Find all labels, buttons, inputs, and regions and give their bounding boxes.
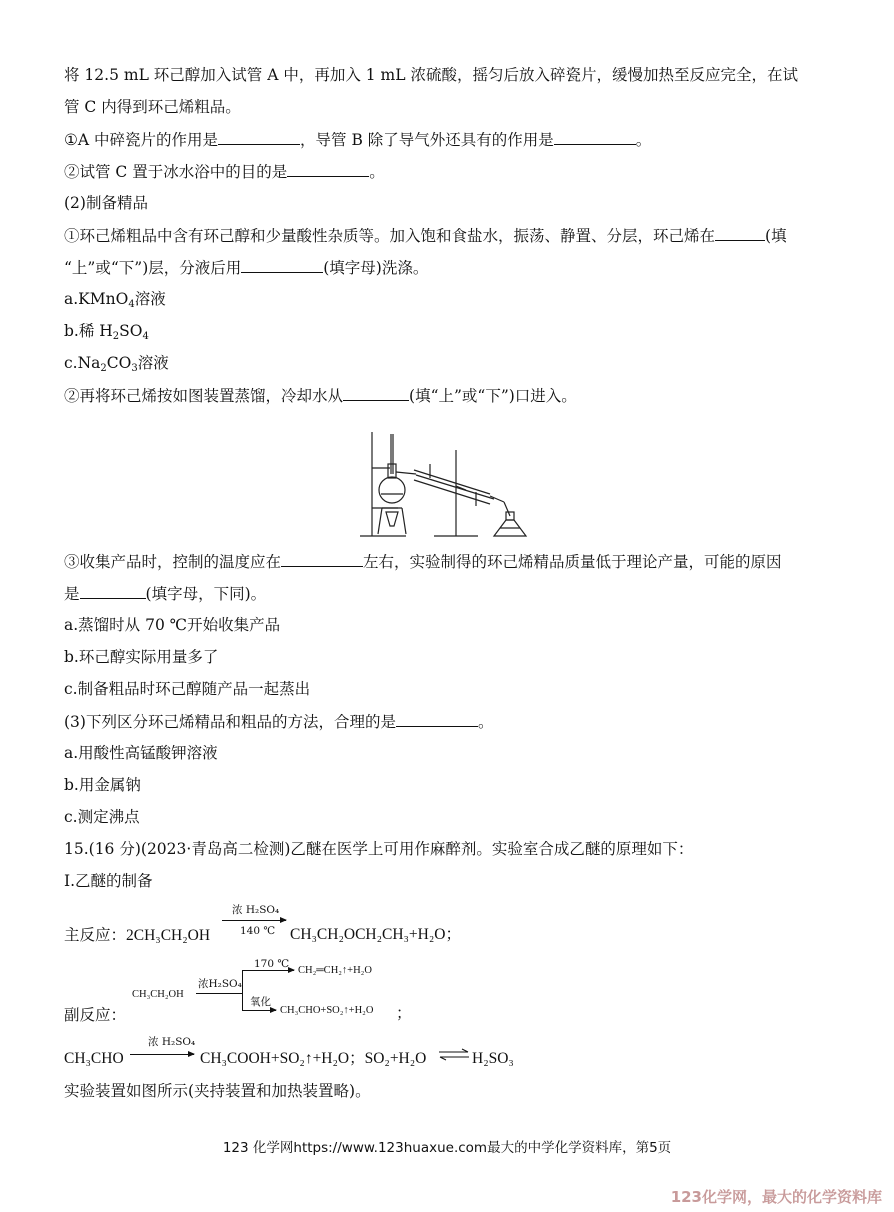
answer-blank[interactable] <box>715 224 765 241</box>
main-reaction-condition-bottom: 140 ℃ <box>240 925 276 937</box>
option-b: b.环己醇实际用量多了 <box>64 648 219 666</box>
answer-blank[interactable] <box>343 384 409 401</box>
main-reaction-label: 主反应：2CH₃CH₂OH <box>64 926 211 944</box>
option-b: b.稀 $H_2SO_4$ <box>64 322 149 342</box>
option-a: a.蒸馏时从 70 ℃开始收集产品 <box>64 616 281 634</box>
question-2-2: ②再将环己烯按如图装置蒸馏，冷却水从 (填“上”或“下”)口进入。 <box>64 384 577 407</box>
option-c: c.制备粗品时环己醇随产品一起蒸出 <box>64 680 311 698</box>
question-2-1: ①环己烯粗品中含有环己醇和少量酸性杂质等。加入饱和食盐水，振荡、静置、分层，环己烯在 (填 <box>64 224 787 247</box>
side-reaction-condition: 浓H₂SO₄ <box>198 978 242 990</box>
option-c: $c.Na_2CO_3$溶液 <box>64 354 169 374</box>
text-line: “上”或“下”)层，分液后用 (填字母)洗涤。 <box>64 256 428 279</box>
watermark: 123化学网，最大的化学资料库 <box>670 1188 882 1206</box>
side-branch-2-product: CH₃CHO+SO₂↑+H₂O <box>280 1005 374 1016</box>
side-branch-2-condition: 氧化 <box>250 996 271 1008</box>
reaction-arrow <box>130 1054 194 1055</box>
text-line: 将 12.5 mL 环己醇加入试管 A 中，再加入 1 mL 浓硫酸，摇匀后放入碎瓷片，缓慢加热至反应完全，在试 <box>64 66 798 84</box>
branch-line <box>242 970 243 1010</box>
question-15-stem: 15.(16 分)(2023·青岛高二检测)乙醚在医学上可用作麻醉剂。实验室合成乙醚的原理如下： <box>64 840 694 858</box>
answer-blank[interactable] <box>396 710 478 727</box>
main-reaction-condition-top: 浓 H₂SO₄ <box>232 904 280 916</box>
equilibrium-arrow-icon <box>438 1048 470 1062</box>
third-reaction-reactant: CH₃CHO <box>64 1050 124 1067</box>
answer-blank[interactable] <box>281 550 363 567</box>
text-line: 实验装置如图所示(夹持装置和加热装置略)。 <box>64 1082 371 1100</box>
side-reaction-end: ； <box>396 1004 412 1022</box>
option-b: b.用金属钠 <box>64 776 141 794</box>
main-reaction-product: CH₃CH₂OCH₂CH₃+H₂O； <box>290 926 461 943</box>
option-c: c.测定沸点 <box>64 808 140 826</box>
reaction-arrow <box>242 1010 276 1011</box>
text-line: 管 C 内得到环己烯粗品。 <box>64 98 241 116</box>
page-footer: 123 化学网https://www.123huaxue.com最大的中学化学资料库，第5页 <box>222 1140 672 1156</box>
answer-blank[interactable] <box>287 160 369 177</box>
third-reaction-condition: 浓 H₂SO₄ <box>148 1036 196 1048</box>
section-heading: (2)制备精品 <box>64 194 148 212</box>
answer-blank[interactable] <box>80 582 146 599</box>
option-a: a.KMnO$_4$溶液 <box>64 290 166 310</box>
option-a: a.用酸性高锰酸钾溶液 <box>64 744 218 762</box>
third-reaction-product: CH₃COOH+SO₂↑+H₂O；SO₂+H₂O <box>200 1050 427 1067</box>
side-branch-1-product: CH₂═CH₂↑+H₂O <box>298 965 372 976</box>
text-line: 是 (填字母，下同)。 <box>64 582 266 605</box>
side-branch-1-condition: 170 ℃ <box>254 958 290 970</box>
answer-blank[interactable] <box>218 128 300 145</box>
side-reaction-label: 副反应： <box>64 1006 127 1024</box>
third-reaction-eq-product: H₂SO₃ <box>472 1050 514 1067</box>
question-1-1: ①A 中碎瓷片的作用是 ，导管 B 除了导气外还具有的作用是 。 <box>64 128 651 151</box>
branch-line <box>196 993 242 994</box>
answer-blank[interactable] <box>241 256 323 273</box>
question-1-2: ②试管 C 置于冰水浴中的目的是 。 <box>64 160 385 183</box>
reaction-arrow <box>222 920 286 921</box>
side-reaction-reactant: CH₃CH₂OH <box>132 989 184 1000</box>
question-2-3: ③收集产品时，控制的温度应在 左右，实验制得的环己烯精品质量低于理论产量，可能的原因 <box>64 550 782 573</box>
distillation-apparatus-figure <box>358 428 530 540</box>
answer-blank[interactable] <box>554 128 636 145</box>
question-3: (3)下列区分环己烯精品和粗品的方法，合理的是 。 <box>64 710 493 733</box>
reaction-arrow <box>242 970 294 971</box>
section-heading: Ⅰ.乙醚的制备 <box>64 872 153 890</box>
